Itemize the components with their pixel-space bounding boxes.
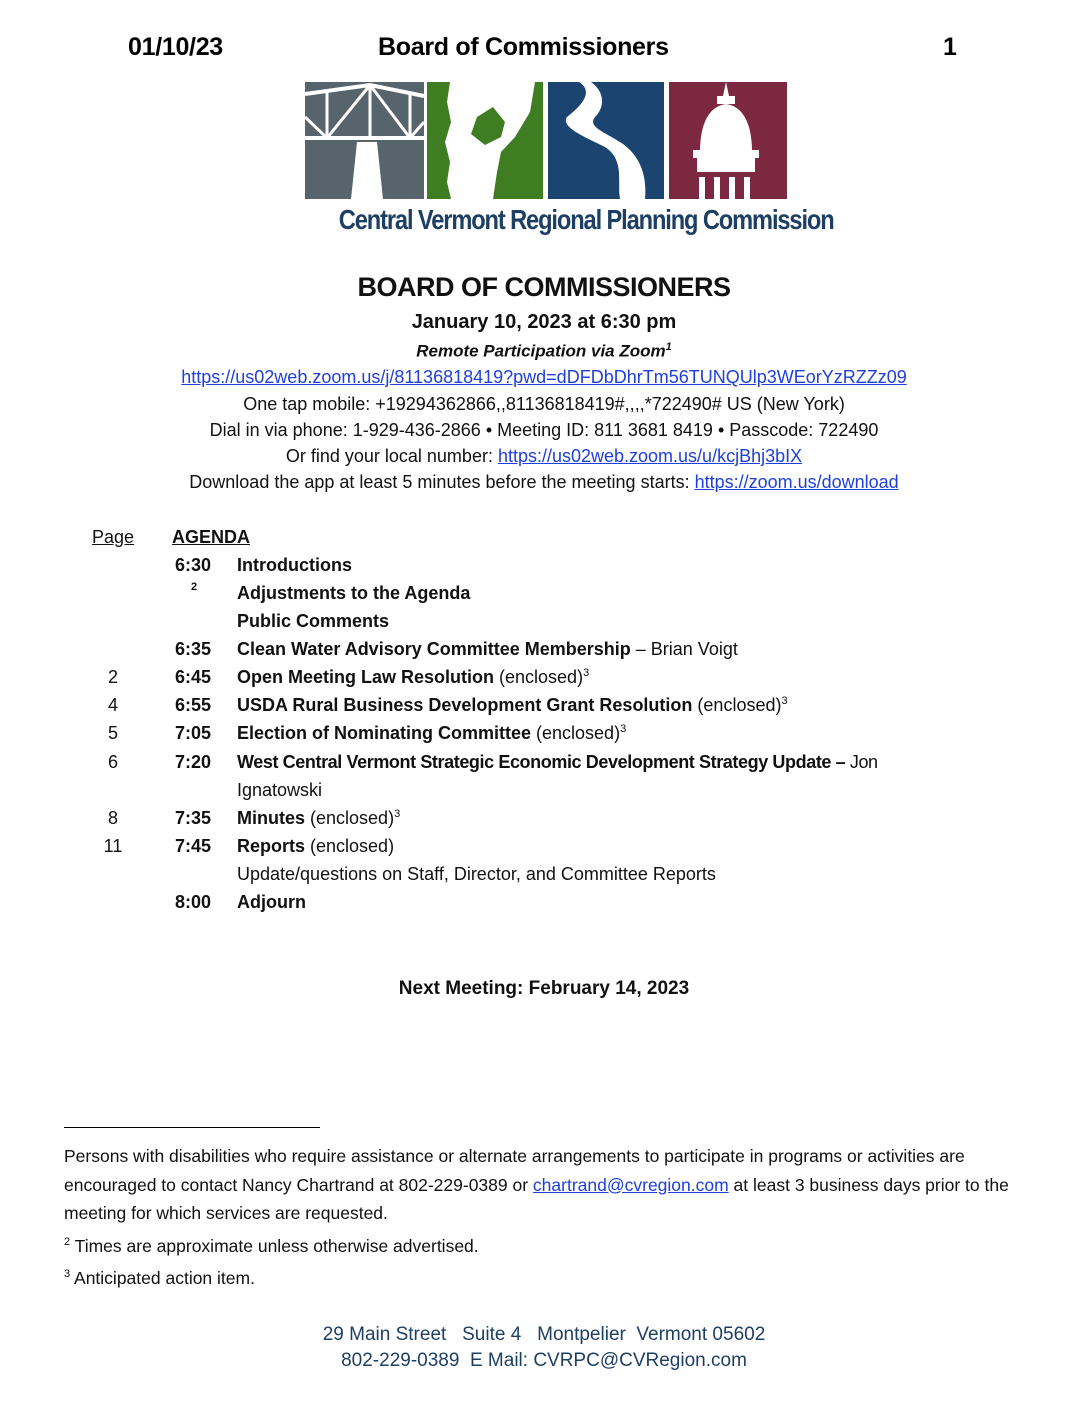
vermont-map-icon — [427, 82, 543, 199]
agenda-item-title: Open Meeting Law Resolution — [237, 667, 495, 687]
column-header-page: Page — [92, 527, 135, 547]
agenda-item — [237, 892, 306, 913]
agenda-item — [237, 723, 626, 744]
local-number-link[interactable]: https://us02web.zoom.us/u/kcjBhj3bIX — [497, 446, 803, 466]
agenda-item — [237, 695, 788, 716]
agenda-item — [237, 583, 470, 604]
agenda-item — [237, 808, 400, 829]
agenda-row — [0, 583, 1088, 611]
agenda-item — [237, 752, 878, 773]
agenda-row — [0, 723, 1088, 751]
remote-label: Remote Participation via Zoom — [416, 341, 666, 361]
agenda-page: 5 — [107, 723, 118, 743]
next-meeting: Next Meeting: February 14, 2023 — [398, 978, 690, 999]
agenda-item-suffix: Jon — [845, 752, 878, 772]
local-number-label: Or find your local number: — [285, 446, 498, 466]
download-link[interactable]: https://zoom.us/download — [694, 472, 899, 492]
agenda-time: 6:30 — [175, 555, 212, 575]
footnote-2-mark: 2 — [64, 1235, 71, 1248]
bridge-icon — [305, 82, 424, 199]
agenda-item-suffix: (enclosed) — [692, 695, 782, 715]
agenda-row — [0, 752, 1088, 780]
agenda-item — [237, 639, 738, 660]
agenda-page: 2 — [107, 667, 118, 687]
agenda-page: 4 — [107, 695, 118, 715]
zoom-link-line — [0, 367, 1088, 388]
agenda-page: 8 — [107, 808, 118, 828]
header-date: 01/10/23 — [128, 33, 223, 61]
agenda-time: 6:35 — [175, 639, 212, 659]
agenda-time: 7:45 — [175, 836, 212, 856]
agenda-item — [237, 555, 352, 576]
agenda-time: 7:20 — [175, 752, 212, 772]
agenda-item-title: Adjustments to the Agenda — [237, 583, 471, 603]
footnote-1 — [64, 1142, 1024, 1228]
agenda-row — [0, 611, 1088, 639]
download-label: Download the app at least 5 minutes before the meeting starts: — [189, 472, 695, 492]
page-title: BOARD OF COMMISSIONERS — [357, 272, 731, 302]
agenda-item-suffix: (enclosed) — [305, 836, 395, 856]
footnote-ref: 3 — [394, 808, 401, 820]
agenda-row-continuation — [0, 780, 1088, 808]
agenda-item-title: Introductions — [237, 555, 352, 575]
agenda-row — [0, 695, 1088, 723]
agenda-row — [0, 639, 1088, 667]
agenda-item — [237, 667, 589, 688]
agenda-page: 6 — [107, 752, 118, 772]
agenda-item-suffix: (enclosed) — [531, 723, 621, 743]
agenda-item-title: Election of Nominating Committee — [237, 723, 532, 743]
footnote-2 — [64, 1228, 1024, 1260]
footnote-ref: 2 — [191, 581, 198, 593]
footnote-ref: 3 — [583, 667, 590, 679]
river-icon — [548, 82, 664, 199]
address-line-1: 29 Main Street Suite 4 Montpelier Vermont 05602 — [322, 1324, 766, 1345]
logo-org-name: Central Vermont Regional Planning Commission — [338, 204, 834, 235]
footnote-ref: 3 — [781, 695, 788, 707]
agenda-item-suffix: (enclosed) — [494, 667, 584, 687]
dial-in-info: Dial in via phone: 1-929-436-2866 • Meeting ID: 811 3681 8419 • Passcode: 722490 — [209, 420, 879, 440]
footnote-1-text: Persons with disabilities who require assistance or alternate arrangements to participate in programs or activities are encouraged to contact Nancy Chartrand at 802-229-0389 or — [64, 1146, 965, 1195]
agenda-row — [0, 892, 1088, 920]
agenda-item-title: Adjourn — [237, 892, 306, 912]
agenda-time: 6:55 — [175, 695, 212, 715]
footnote-3-text: Anticipated action item. — [70, 1267, 255, 1288]
agenda-time: 7:35 — [175, 808, 212, 828]
agenda-row — [0, 836, 1088, 864]
agenda-page: 11 — [103, 836, 123, 856]
footnote-2-text: Times are approximate unless otherwise advertised. — [70, 1235, 479, 1256]
agenda-item-title: Public Comments — [237, 611, 390, 631]
agenda-item-suffix: (enclosed) — [305, 808, 395, 828]
one-tap-mobile: One tap mobile: +19294362866,,81136818419#,,,,*722490# US (New York) — [243, 394, 845, 414]
cvrpc-logo — [305, 82, 834, 242]
header-page-number: 1 — [943, 33, 957, 61]
header-title: Board of Commissioners — [378, 33, 669, 61]
agenda-item-title: West Central Vermont Strategic Economic Development Strategy Update – — [237, 752, 846, 772]
agenda-time: 7:05 — [175, 723, 212, 743]
agenda-item-description: Update/questions on Staff, Director, and Committee Reports — [237, 864, 716, 884]
footnote-ref: 3 — [620, 723, 627, 735]
capitol-dome-icon — [669, 82, 787, 199]
email-link[interactable]: chartrand@cvregion.com — [532, 1174, 729, 1195]
footnotes — [64, 1142, 1024, 1292]
address-line-2: 802-229-0389 E Mail: CVRPC@CVRegion.com — [341, 1350, 747, 1371]
agenda-item — [237, 836, 394, 857]
agenda-time: 6:45 — [175, 667, 212, 687]
agenda-item — [237, 611, 389, 632]
footnote-3 — [64, 1260, 1024, 1292]
remote-participation — [0, 341, 1088, 362]
agenda-item-title: Minutes — [237, 808, 306, 828]
meeting-datetime: January 10, 2023 at 6:30 pm — [411, 311, 677, 333]
agenda-time: 8:00 — [175, 892, 212, 912]
agenda-row — [0, 667, 1088, 695]
logo-panels — [305, 82, 787, 199]
agenda-item-title: Reports — [237, 836, 306, 856]
agenda-item-suffix: – Brian Voigt — [630, 639, 738, 659]
footnote-1-text-end: at least 3 business days prior to the meeting for which services are requested. — [64, 1174, 1009, 1223]
agenda-row — [0, 555, 1088, 583]
local-number-line — [0, 446, 1088, 467]
download-line — [0, 472, 1088, 493]
agenda-time — [175, 581, 198, 604]
agenda-item-title: USDA Rural Business Development Grant Resolution — [237, 695, 693, 715]
column-header-agenda: AGENDA — [172, 527, 251, 547]
agenda-row-continuation — [0, 864, 1088, 892]
footnote-ref: 1 — [665, 341, 672, 353]
footnote-3-mark: 3 — [64, 1267, 71, 1280]
agenda-row — [0, 808, 1088, 836]
agenda-item-continuation: Ignatowski — [237, 780, 323, 800]
zoom-meeting-link[interactable]: https://us02web.zoom.us/j/81136818419?pwd=dDFDbDhrTm56TUNQUlp3WEorYzRZZz09 — [181, 367, 907, 387]
agenda-item-title: Clean Water Advisory Committee Membership — [237, 639, 631, 659]
footnote-divider — [64, 1127, 320, 1128]
